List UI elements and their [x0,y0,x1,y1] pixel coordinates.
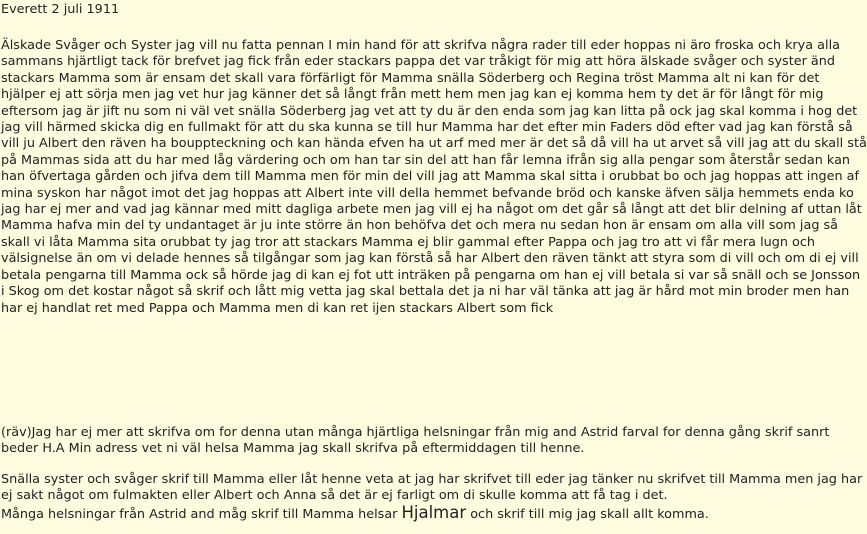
closing-greeting-start: Många helsningar från Astrid and måg skrif till Mamma helsar [1,506,402,522]
letter-closing [1,472,867,523]
closing-paragraph: Snälla syster och svåger skrif till Mamma eller låt henne veta at jag har skrifvet till eder jag tänker nu skrifvet till Mamma men jag har ej sakt något om fulmakten eller Albert och Anna så det är ej farligt om di skulle komma att få tag i det. [1,472,863,504]
signature-name: Hjalmar [401,502,467,522]
closing-greeting-end: och skrif till mig jag skall allt komma. [466,506,709,522]
letter-date: Everett 2 juli 1911 [1,2,120,17]
letter-body: Älskade Svåger och Syster jag vill nu fatta pennan I min hand för att skrifva några rader till eder hoppas ni äro froska och krya alla sammans hjärtligt tack för brefvet jag fick från eder stackars pappa det var tråkigt för mig att höra älskade svåger och syster änd stackars Mamma som är ensam det skall vara förfärligt för Mamma snälla Söderberg och Regina tröst Mamma alt ni kan för det hjälper ej att sörja men jag vet hur jag känner det så långt från mett hem men jag kan ej komma hem ty det är för långt för mig eftersom jag är jift nu som ni väl vet snälla Söderberg jag vet att ty du är den enda som jag kan litta på ock jag skal komma i hog det jag vill härmed skicka dig en fullmakt för att du ska kunna se till hur Mamma har det efter min Faders död efter vad jag kan förstå så vill ju Albert den räven ha bouppteckning och kan hända efven ha ut arf med mer är det så då vill ha ut arvet så vill jag att du skall stå på Mammas sida att du har med låg värdering och om han tar sin del att han får lemna ifrån sig alla pengar som återstår sedan kan han öfvertaga gården och jifva dem till Mamma men för min del vill jag att Mamma skal sitta i orubbat bo och jag hoppas att ingen af mina syskon har något imot det jag hoppas att Albert inte vill della hemmet befvande bröd och kanske äfven sälja hemmets enda ko jag har ej mer and vad jag kännar med mitt dagliga arbete men jag vill ej ha något om det går så långt att det blir delning af uttan låt Mamma hafva min del ty undantaget är ju inte större än hon behöfva det och mera nu sedan hon är ensam om alla vill som jag så skall vi låta Mamma sita orubbat ty jag tror att stackars Mamma ej blir gammal efter Pappa och jag tro att vi får mera lugn och välsignelse än om vi delade hennes så tilgångar som jag kan förstå så har Albert den räven tänkt att styra som di vill och om di ej vill betala pengarna till Mamma ock så hörde jag di kan ej fot utt inträken på pengarna om han ej vill betala si var så snäll och se Jonsson i Skog om det kostar något så skrif och lått mig vetta jag skal bettala det ja ni har väl tänka att jag är hård mot min broder men han har ej handlat ret med Pappa och Mamma men di kan ret ijen stackars Albert som fick [1,38,867,316]
closing-greeting-line [1,502,867,523]
letter-postscript: (räv)Jag har ej mer att skrifva om for denna utan många hjärtliga helsningar från mig and Astrid farval for denna gång skrif sanrt beder H.A Min adress vet ni väl helsa Mamma jag skall skrifva på eftermiddagen till henne. [1,425,830,457]
